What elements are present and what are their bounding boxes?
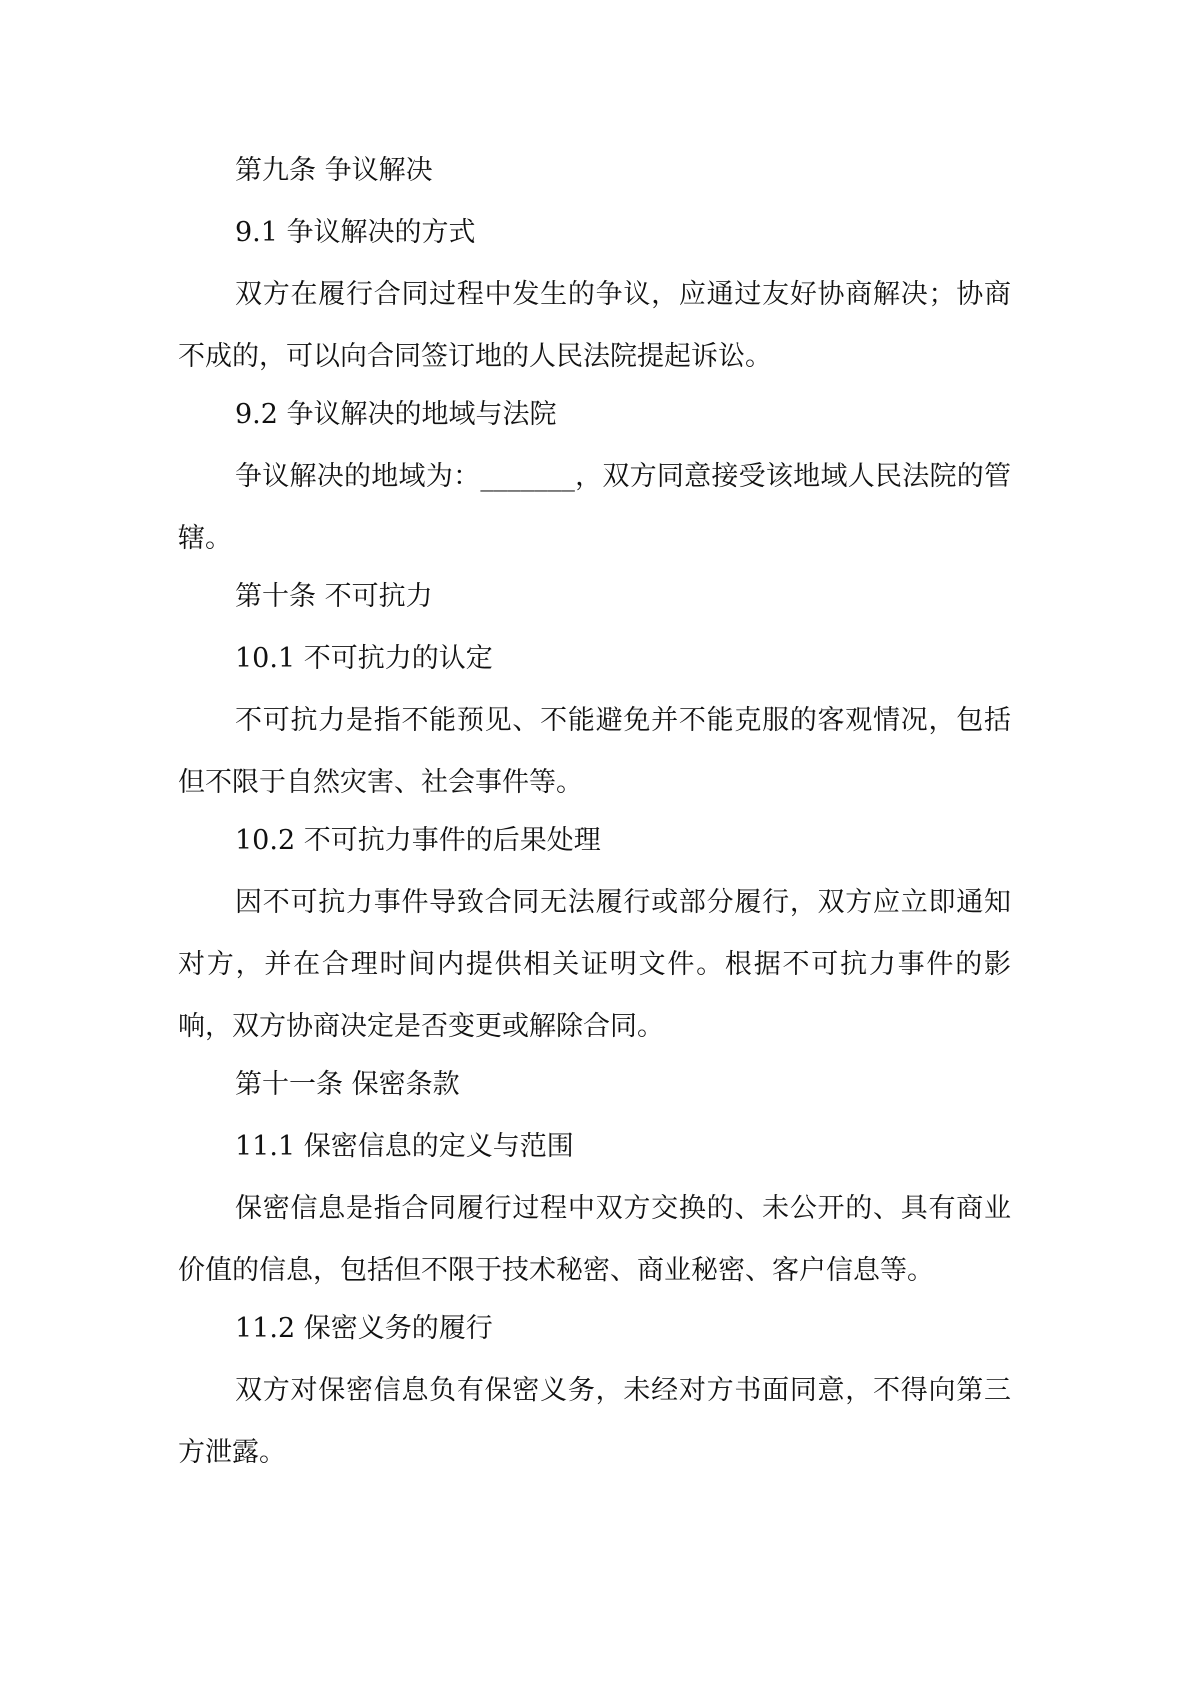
article-9-title: 第九条 争议解决 [235, 155, 433, 186]
section-9-2-body: 争议解决的地域为：_______，双方同意接受该地域人民法院的管辖。 [178, 461, 1011, 554]
section-11-2-body: 双方对保密信息负有保密义务，未经对方书面同意，不得向第三方泄露。 [178, 1375, 1011, 1468]
section-11-1-title: 11.1 保密信息的定义与范围 [235, 1131, 574, 1162]
section-10-1-body: 不可抗力是指不能预见、不能避免并不能克服的客观情况，包括但不限于自然灾害、社会事件等。 [178, 705, 1011, 798]
article-11-title: 第十一条 保密条款 [235, 1069, 460, 1100]
section-10-1-title: 10.1 不可抗力的认定 [235, 643, 493, 674]
document-page [178, 140, 1011, 1480]
section-11-1-body: 保密信息是指合同履行过程中双方交换的、未公开的、具有商业价值的信息，包括但不限于技术秘密、商业秘密、客户信息等。 [178, 1193, 1011, 1286]
section-10-2-body: 因不可抗力事件导致合同无法履行或部分履行，双方应立即通知对方，并在合理时间内提供相关证明文件。根据不可抗力事件的影响，双方协商决定是否变更或解除合同。 [178, 887, 1011, 1042]
article-10-title: 第十条 不可抗力 [235, 581, 433, 612]
section-11-2-title: 11.2 保密义务的履行 [235, 1313, 493, 1344]
section-9-1-body: 双方在履行合同过程中发生的争议，应通过友好协商解决；协商不成的，可以向合同签订地的人民法院提起诉讼。 [178, 279, 1011, 372]
section-9-2-title: 9.2 争议解决的地域与法院 [235, 399, 557, 430]
section-10-2-title: 10.2 不可抗力事件的后果处理 [235, 825, 601, 856]
section-9-1-title: 9.1 争议解决的方式 [235, 217, 476, 248]
